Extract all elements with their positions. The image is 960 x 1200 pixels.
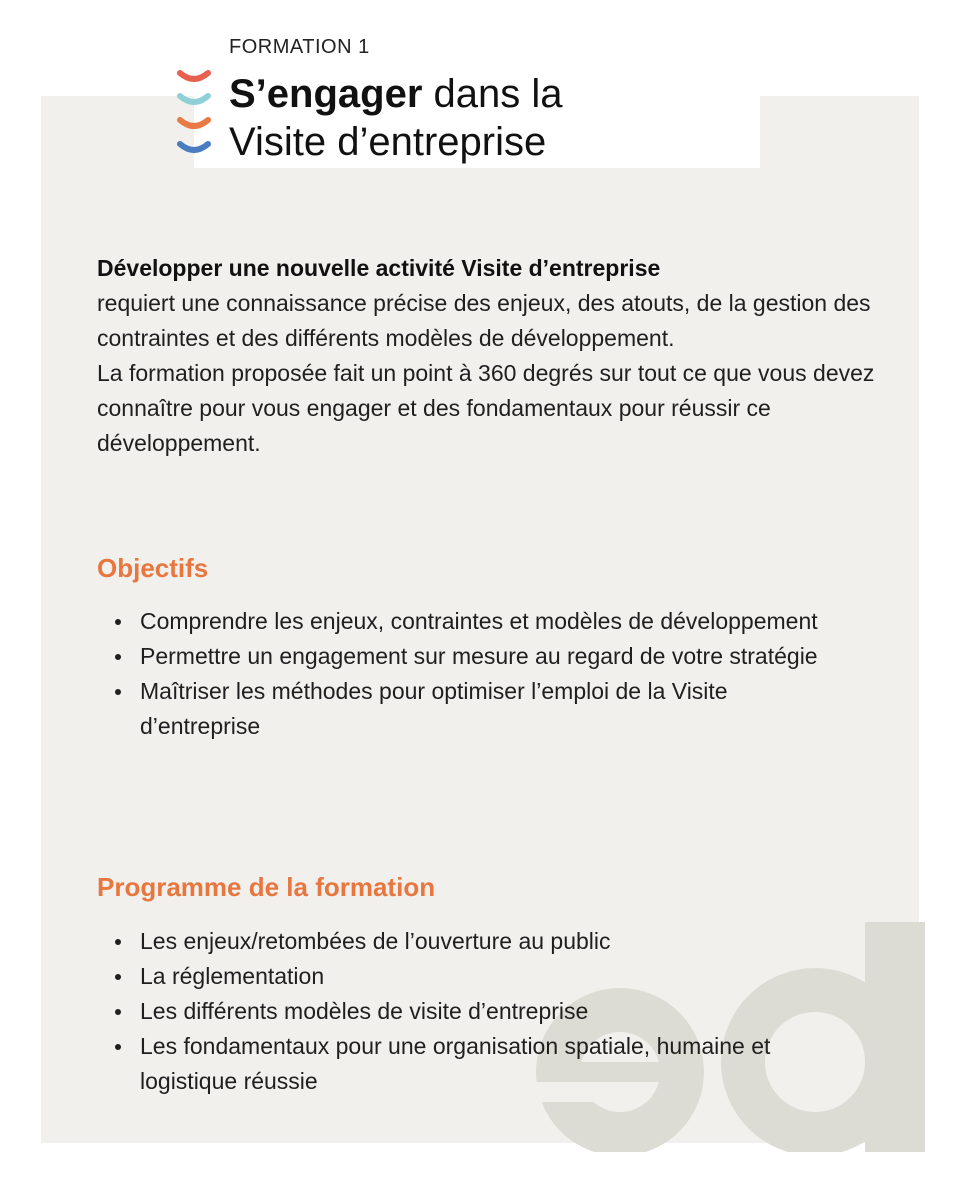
bullet-icon [115, 974, 121, 980]
list-item-text: La réglementation [140, 963, 325, 989]
programme-list [97, 924, 837, 1099]
list-item [97, 639, 837, 674]
list-item [97, 924, 837, 959]
title-rest: dans la [422, 72, 563, 116]
list-item [97, 604, 837, 639]
list-item [97, 674, 837, 744]
list-item-text: Les différents modèles de visite d’entreprise [140, 998, 589, 1024]
list-item-text: Les enjeux/retombées de l’ouverture au public [140, 928, 611, 954]
title-bold: S’engager [229, 72, 423, 116]
list-item-text: Les fondamentaux pour une organisation spatiale, humaine et logistique réussie [140, 1033, 771, 1094]
logo-arcs-icon [174, 70, 214, 156]
objectifs-list [97, 604, 837, 744]
bullet-icon [115, 1044, 121, 1050]
list-item [97, 959, 837, 994]
intro-text-2: La formation proposée fait un point à 360 degrés sur tout ce que vous devez connaître pour vous engager et des fondamentaux pour réussir ce développement. [97, 360, 875, 456]
bullet-icon [115, 654, 121, 660]
bullet-icon [115, 689, 121, 695]
programme-title: Programme de la formation [97, 872, 436, 902]
list-item-text: Comprendre les enjeux, contraintes et modèles de développement [140, 608, 818, 634]
page-title [229, 70, 563, 166]
intro-text-1: requiert une connaissance précise des enjeux, des atouts, de la gestion des contraintes et des différents modèles de développement. [97, 290, 871, 351]
objectifs-title: Objectifs [97, 553, 209, 583]
list-item-text: Maîtriser les méthodes pour optimiser l’emploi de la Visite d’entreprise [140, 678, 728, 739]
list-item [97, 994, 837, 1029]
list-item [97, 1029, 837, 1099]
formation-kicker: FORMATION 1 [229, 36, 370, 58]
title-line2: Visite d’entreprise [229, 120, 547, 164]
intro-lead: Développer une nouvelle activité Visite d’entreprise [97, 255, 661, 281]
intro-block [97, 251, 877, 461]
bullet-icon [115, 619, 121, 625]
bullet-icon [115, 1009, 121, 1015]
bullet-icon [115, 939, 121, 945]
list-item-text: Permettre un engagement sur mesure au regard de votre stratégie [140, 643, 818, 669]
